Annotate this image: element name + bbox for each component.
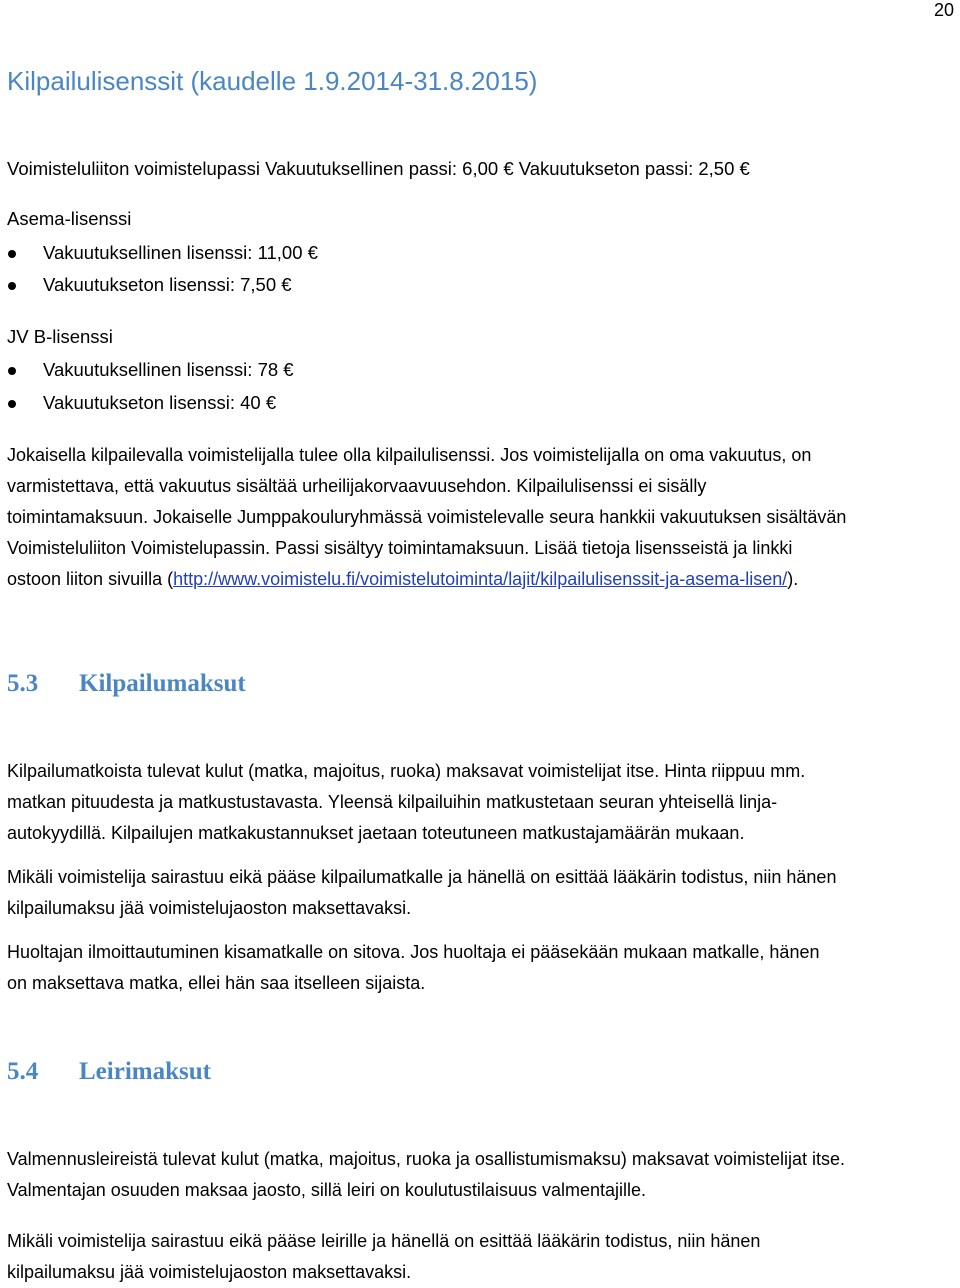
paragraph-line: Jokaisella kilpailevalla voimistelijalla tulee olla kilpailulisenssi. Jos voimistelijalla on oma vakuutus, on	[7, 445, 812, 465]
kilpailumaksut-paragraph-1	[7, 756, 957, 849]
licence-link[interactable]: http://www.voimistelu.fi/voimistelutoiminta/lajit/kilpailulisenssit-ja-asema-lisen/	[173, 569, 788, 589]
leirimaksut-paragraph-1	[7, 1144, 957, 1206]
section-heading-5-4	[7, 1058, 211, 1086]
section-number: 5.4	[7, 1058, 39, 1085]
paragraph-line: toimintamaksuun. Jokaiselle Jumppakouluryhmässä voimistelevalle seura hankkii vakuutuksen sisältävän	[7, 507, 847, 527]
paragraph-line: matkan pituudesta ja matkustustavasta. Yleensä kilpailuihin matkustetaan seuran yhteisellä linja-	[7, 792, 778, 812]
asema-heading: Asema-lisenssi	[7, 208, 132, 229]
paragraph-line: on maksettava matka, ellei hän saa itselleen sijaista.	[7, 973, 426, 993]
paragraph-line: Huoltajan ilmoittautuminen kisamatkalle on sitova. Jos huoltaja ei pääsekään mukaan matkalle, hänen	[7, 942, 820, 962]
page-number: 20	[933, 0, 954, 20]
paragraph-line: varmistettava, että vakuutus sisältää urheilijakorvaavuusehdon. Kilpailulisenssi ei sisälly	[7, 476, 707, 496]
paragraph-line: kilpailumaksu jää voimistelujaoston maksettavaksi.	[7, 898, 412, 918]
section-title: Leirimaksut	[79, 1058, 211, 1085]
paragraph-line: kilpailumaksu jää voimistelujaoston maksettavaksi.	[7, 1262, 412, 1282]
jvb-heading: JV B-lisenssi	[7, 326, 113, 347]
licence-paragraph	[7, 440, 957, 595]
paragraph-line: Voimisteluliiton Voimistelupassin. Passi sisältyy toimintamaksuun. Lisää tietoja lisensseistä ja linkki	[7, 538, 793, 558]
paragraph-line: Mikäli voimistelija sairastuu eikä pääse kilpailumatkalle ja hänellä on esittää lääkärin todistus, niin hänen	[7, 867, 837, 887]
paragraph-line: Valmennusleireistä tulevat kulut (matka, majoitus, ruoka ja osallistumismaksu) maksavat voimistelijat itse.	[7, 1149, 845, 1169]
kilpailumaksut-paragraph-3	[7, 937, 957, 999]
page-title: Kilpailulisenssit (kaudelle 1.9.2014-31.8.2015)	[7, 66, 538, 96]
bullet-icon	[8, 367, 16, 375]
section-heading-5-3	[7, 670, 246, 698]
list-item-text: Vakuutukseton lisenssi: 7,50 €	[43, 274, 292, 295]
paragraph-line: Kilpailumatkoista tulevat kulut (matka, majoitus, ruoka) maksavat voimistelijat itse. Hinta riippuu mm.	[7, 761, 806, 781]
list-item-text: Vakuutuksellinen lisenssi: 78 €	[43, 359, 294, 380]
leirimaksut-paragraph-2	[7, 1226, 957, 1288]
link-suffix: ).	[787, 569, 799, 589]
paragraph-line: autokyydillä. Kilpailujen matkakustannukset jaetaan toteutuneen matkustajamäärän mukaan.	[7, 823, 745, 843]
list-item-text: Vakuutuksellinen lisenssi: 11,00 €	[43, 242, 318, 263]
section-title: Kilpailumaksut	[79, 670, 246, 697]
paragraph-line: Valmentajan osuuden maksaa jaosto, sillä leiri on koulutustilaisuus valmentajille.	[7, 1180, 647, 1200]
kilpailumaksut-paragraph-2	[7, 862, 957, 924]
voimistelupassi-line: Voimisteluliiton voimistelupassi Vakuutuksellinen passi: 6,00 € Vakuutukseton passi: 2,50 €	[7, 158, 750, 179]
link-prefix: ostoon liiton sivuilla (	[7, 569, 174, 589]
section-number: 5.3	[7, 670, 39, 697]
bullet-icon	[8, 250, 16, 258]
paragraph-line	[7, 564, 957, 595]
bullet-icon	[8, 400, 16, 408]
paragraph-line: Mikäli voimistelija sairastuu eikä pääse leirille ja hänellä on esittää lääkärin todistus, niin hänen	[7, 1231, 761, 1251]
list-item-text: Vakuutukseton lisenssi: 40 €	[43, 392, 277, 413]
bullet-icon	[8, 282, 16, 290]
